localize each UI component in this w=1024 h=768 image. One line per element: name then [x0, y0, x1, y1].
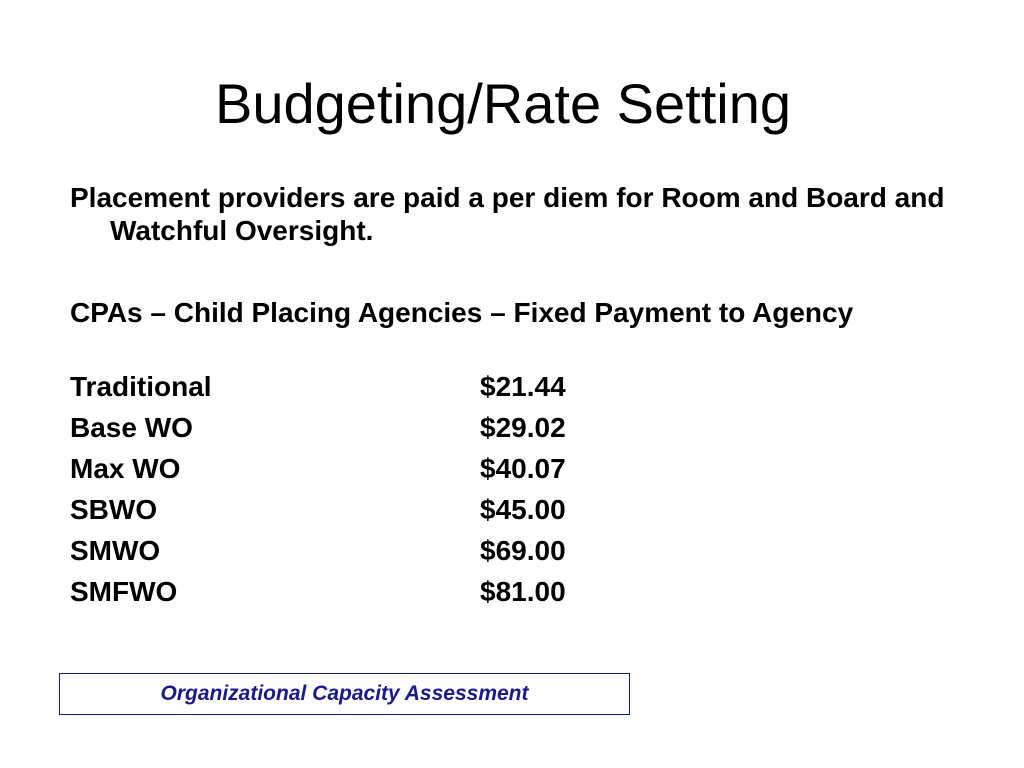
paragraph-cpas: CPAs – Child Placing Agencies – Fixed Payment to Agency	[70, 297, 854, 328]
rate-name: Max WO	[70, 453, 181, 484]
rate-value: $21.44	[480, 371, 566, 402]
rate-row-smwo	[70, 534, 670, 575]
slide-title: Budgeting/Rate Setting	[215, 72, 791, 135]
paragraph-placement-providers: Placement providers are paid a per diem for Room and Board and Watchful Oversight.	[70, 182, 945, 246]
rate-row-sbwo	[70, 493, 670, 534]
rate-value: $69.00	[480, 535, 566, 566]
rate-list	[70, 370, 670, 616]
rate-row-traditional	[70, 370, 670, 411]
rate-value: $81.00	[480, 576, 566, 607]
rate-name: Base WO	[70, 412, 193, 443]
rate-name: Traditional	[70, 371, 212, 402]
footer-box	[59, 673, 630, 715]
footer-text: Organizational Capacity Assessment	[160, 682, 529, 705]
rate-row-smfwo	[70, 575, 670, 616]
rate-name: SMFWO	[70, 576, 178, 607]
rate-row-max-wo	[70, 452, 670, 493]
rate-value: $29.02	[480, 412, 566, 443]
rate-value: $45.00	[480, 494, 566, 525]
rate-name: SBWO	[70, 494, 158, 525]
rate-name: SMWO	[70, 535, 161, 566]
rate-row-base-wo	[70, 411, 670, 452]
rate-value: $40.07	[480, 453, 566, 484]
